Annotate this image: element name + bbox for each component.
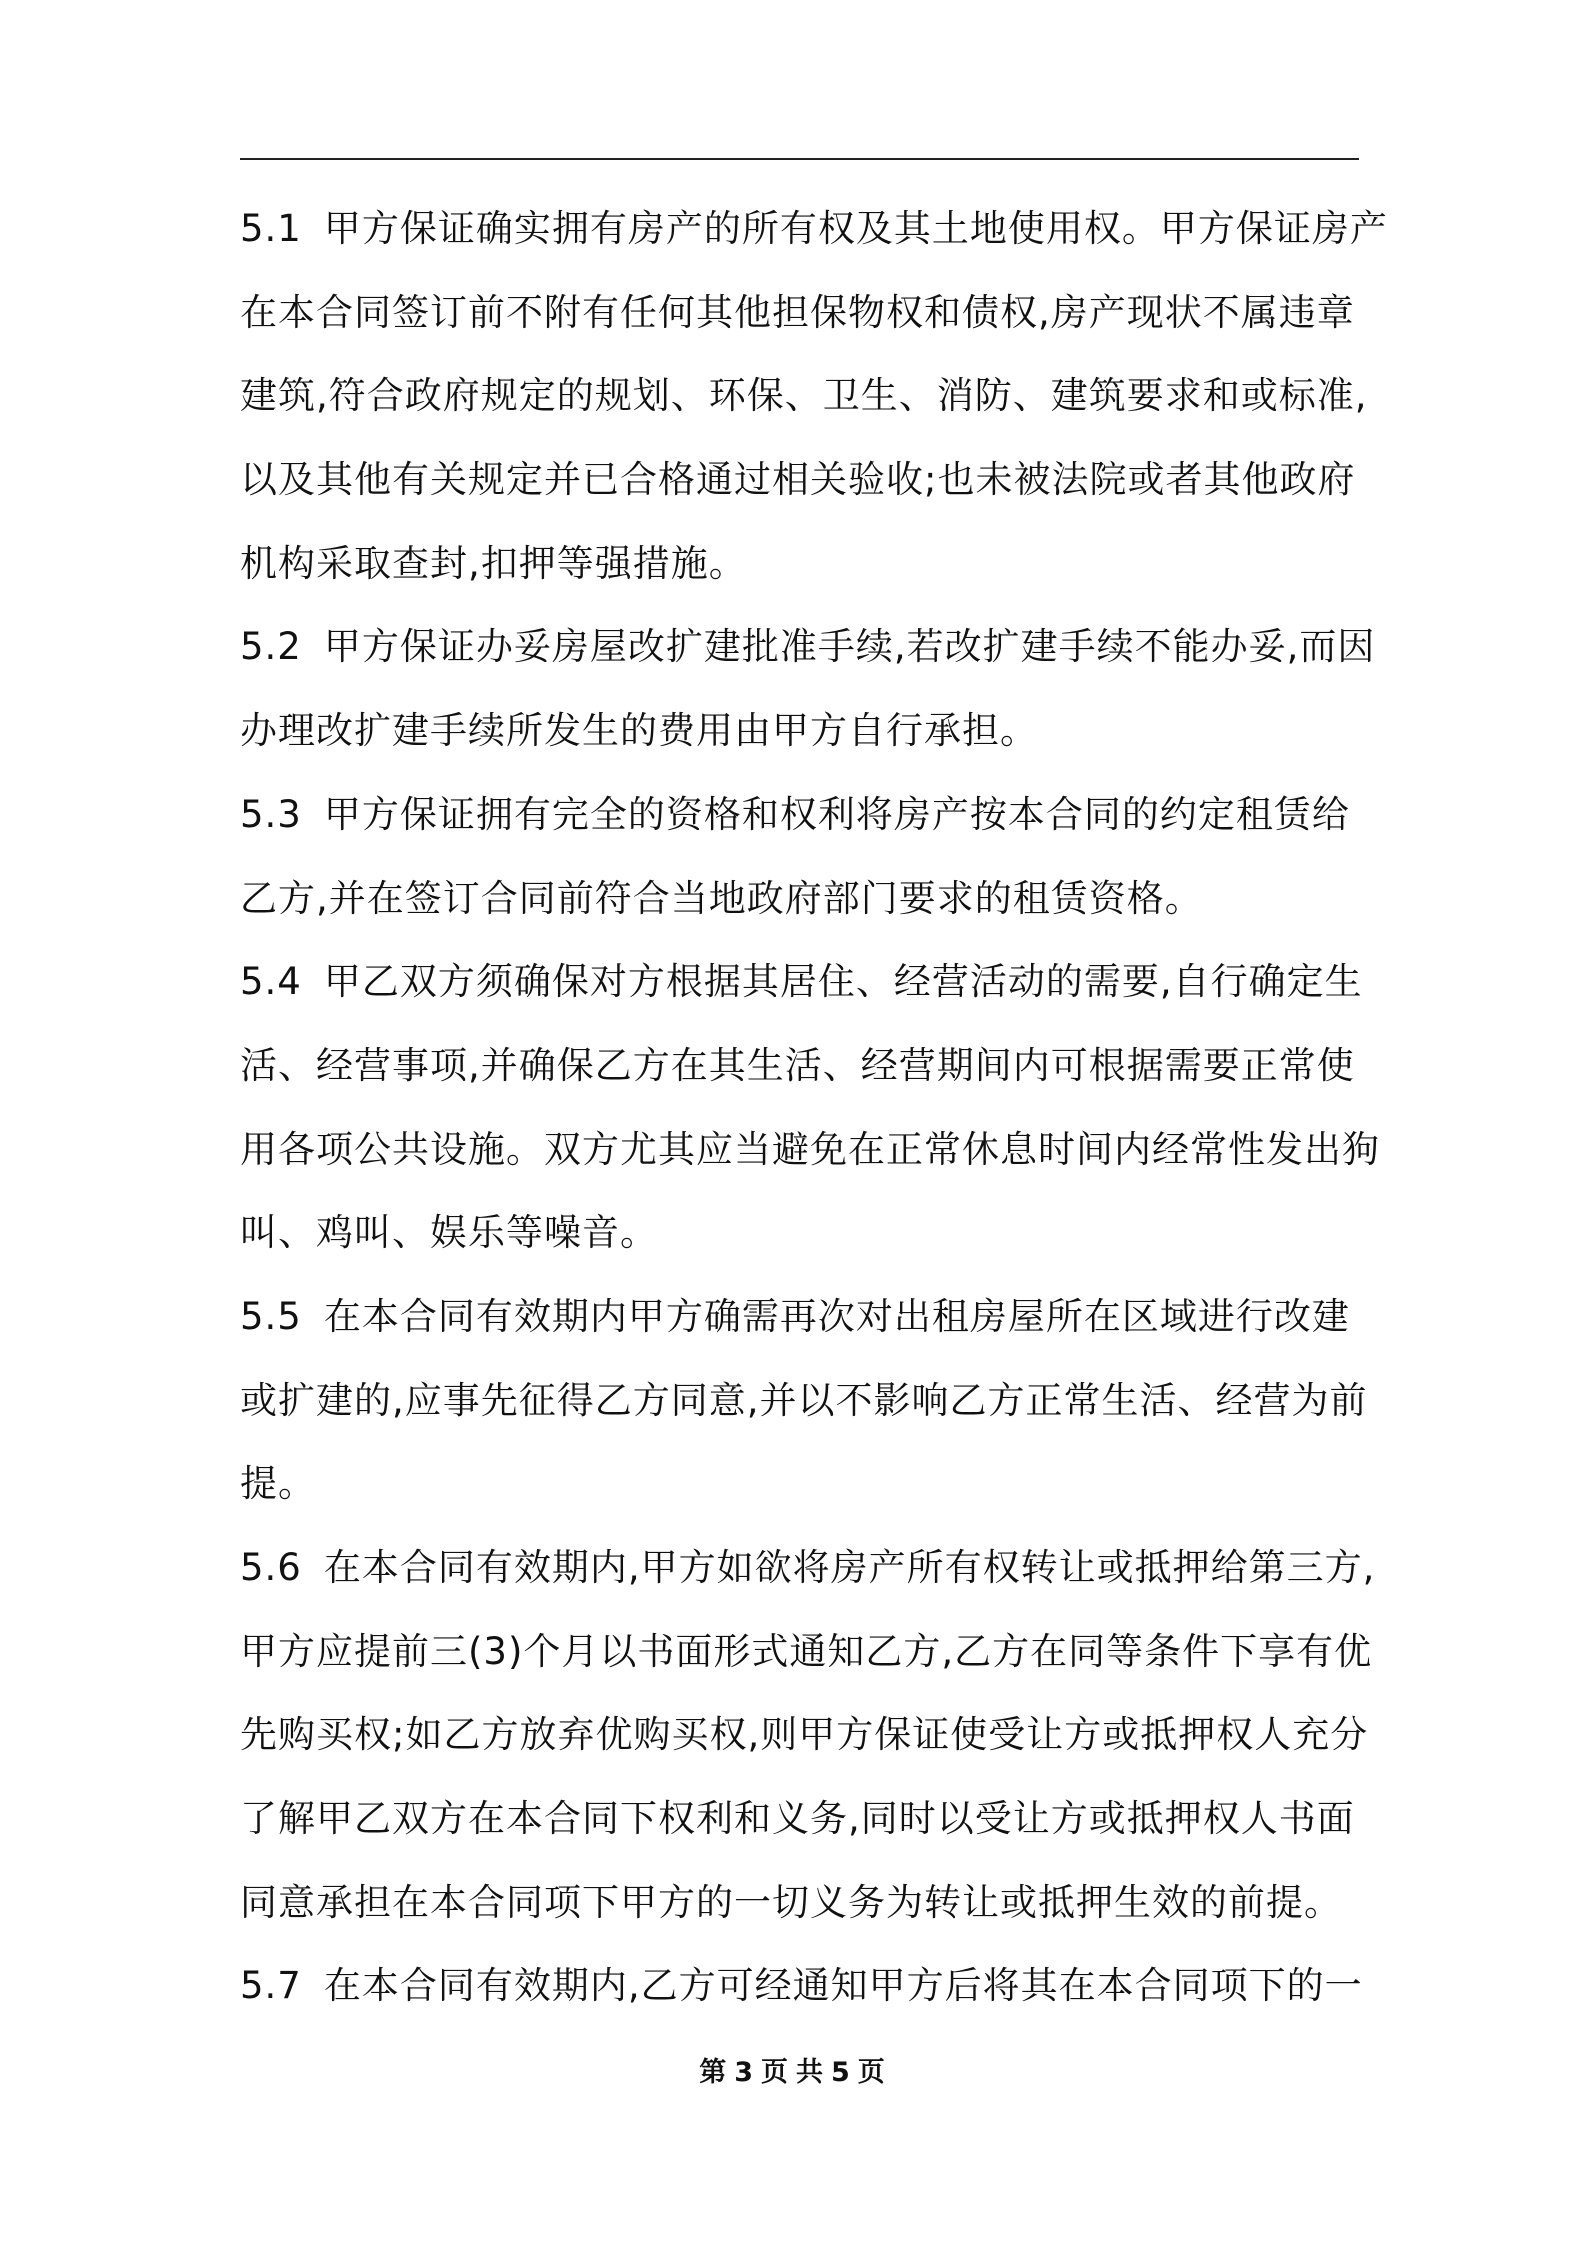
- clause-5-5-line-1: [240, 1275, 1359, 1359]
- current-page-number: 3: [734, 2057, 755, 2088]
- clause-number: 5.4: [240, 960, 302, 1004]
- clause-5-1-line-1: [240, 187, 1388, 271]
- total-prefix: 共: [796, 2057, 825, 2088]
- clause-5-7-line-1: [240, 1944, 1363, 2028]
- clause-5-3-line-2: 乙方,并在签订合同前符合当地政府部门要求的租赁资格。: [240, 876, 1203, 920]
- clause-5-4-line-2: 活、经营事项,并确保乙方在其生活、经营期间内可根据需要正常使: [240, 1043, 1355, 1087]
- clause-5-1-line-4: 以及其他有关规定并已合格通过相关验收;也未被法院或者其他政府: [240, 458, 1356, 502]
- clause-5-4-line-1: [240, 940, 1363, 1024]
- clause-number: 5.6: [240, 1546, 302, 1589]
- clause-5-6-line-2: 甲方应提前三(3)个月以书面形式通知乙方,乙方在同等条件下享有优: [240, 1629, 1373, 1673]
- clause-5-1-line-3: 建筑,符合政府规定的规划、环保、卫生、消防、建筑要求和或标准,: [240, 374, 1368, 418]
- clause-5-4-line-3: 用各项公共设施。双方尤其应当避免在正常休息时间内经常性发出狗: [240, 1127, 1380, 1171]
- page-prefix: 第: [699, 2057, 729, 2088]
- clause-text: 在本合同有效期内,乙方可经通知甲方后将其在本合同项下的一: [323, 1964, 1363, 2008]
- clause-text: 在本合同有效期内,甲方如欲将房产所有权转让或抵押给第三方,: [323, 1546, 1376, 1589]
- clause-text: 甲乙双方须确保对方根据其居住、经营活动的需要,自行确定生: [323, 960, 1363, 1004]
- clause-5-6-line-4: 了解甲乙双方在本合同下权利和义务,同时以受让方或抵押权人书面: [240, 1797, 1355, 1841]
- page-word: 页: [761, 2057, 790, 2088]
- clause-5-5-line-3: 提。: [240, 1462, 316, 1506]
- total-suffix: 页: [857, 2057, 887, 2088]
- clause-number: 5.5: [240, 1294, 302, 1338]
- clause-5-6-line-5: 同意承担在本合同项下甲方的一切义务为转让或抵押生效的前提。: [240, 1880, 1342, 1924]
- clause-5-6-line-1: [240, 1526, 1376, 1610]
- clause-5-1-line-2: 在本合同签订前不附有任何其他担保物权和债权,房产现状不属违章: [240, 290, 1355, 334]
- clause-text: 甲方保证办妥房屋改扩建批准手续,若改扩建手续不能办妥,而因: [323, 625, 1376, 669]
- clause-5-5-line-2: 或扩建的,应事先征得乙方同意,并以不影响乙方正常生活、经营为前: [240, 1378, 1368, 1422]
- clause-5-1-line-5: 机构采取查封,扣押等强措施。: [240, 541, 747, 585]
- clause-text: 甲方保证拥有完全的资格和权利将房产按本合同的约定租赁给: [323, 792, 1350, 836]
- clause-5-2-line-2: 办理改扩建手续所发生的费用由甲方自行承担。: [240, 709, 1038, 753]
- clause-5-3-line-1: [240, 773, 1359, 857]
- header-rule: [240, 158, 1359, 160]
- total-page-number: 5: [831, 2057, 852, 2088]
- contract-body: [240, 187, 1388, 2028]
- clause-5-4-line-4: 叫、鸡叫、娱乐等噪音。: [240, 1211, 658, 1255]
- clause-number: 5.2: [240, 625, 302, 669]
- clause-5-6-line-3: 先购买权;如乙方放弃优购买权,则甲方保证使受让方或抵押权人充分: [240, 1713, 1369, 1757]
- clause-5-2-line-1: [240, 605, 1376, 689]
- clause-text: 甲方保证确实拥有房产的所有权及其土地使用权。甲方保证房产: [323, 207, 1388, 250]
- clause-number: 5.7: [240, 1964, 302, 2008]
- page-number-footer: [0, 2050, 1586, 2089]
- clause-text: 在本合同有效期内甲方确需再次对出租房屋所在区域进行改建: [323, 1294, 1350, 1338]
- clause-number: 5.1: [240, 207, 302, 250]
- clause-number: 5.3: [240, 792, 302, 836]
